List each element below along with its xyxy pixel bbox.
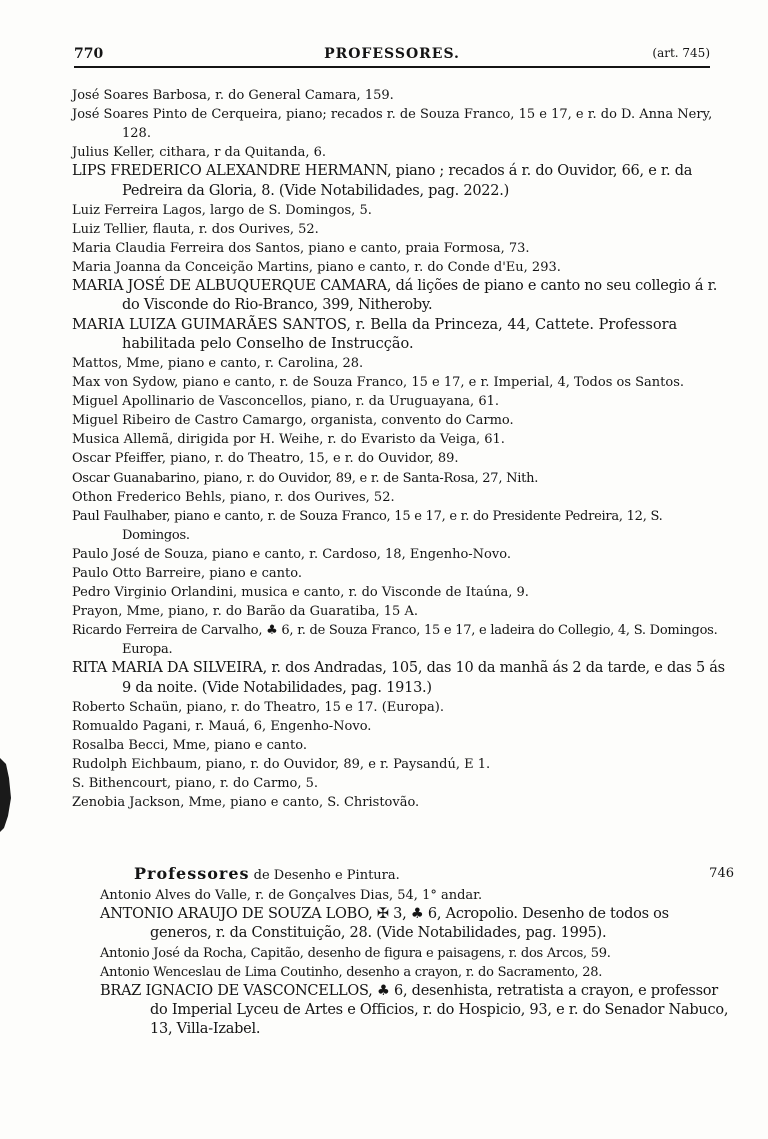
list-item: Roberto Schaün, piano, r. do Theatro, 15 e 17. (Europa). [72,699,444,715]
entry-list [72,86,732,812]
list-item: Othon Frederico Behls, piano, r. dos Ourives, 52. [72,489,395,505]
section-heading-rest: de Desenho e Pintura. [253,868,400,883]
list-item: S. Bithencourt, piano, r. do Carmo, 5. [72,776,319,792]
list-item: Paul Faulhaber, piano e canto, r. de Souza Franco, 15 e 17, e r. do Presidente Pedreira, 12, S. Domingos. [72,508,663,543]
list-item: MARIA JOSÉ DE ALBUQUERQUE CAMARA, dá lições de piano e canto no seu collegio á r. do Visconde do Rio-Branco, 399, Nitheroby. [72,278,718,314]
list-item: Mattos, Mme, piano e canto, r. Carolina, 28. [72,355,364,371]
list-item: ANTONIO ARAUJO DE SOUZA LOBO, ✠ 3, ♣ 6, Acropolio. Desenho de todos os generos, r. da Constituição, 28. (Vide Notabilidades, pag. 1995). [100,906,669,942]
list-item: MARIA LUIZA GUIMARÃES SANTOS, r. Bella da Princeza, 44, Cattete. Professora habilitada pelo Conselho de Instrucção. [72,316,678,352]
list-item: Max von Sydow, piano e canto, r. de Souza Franco, 15 e 17, e r. Imperial, 4, Todos os Santos. [72,375,685,391]
list-item: Pedro Virginio Orlandini, musica e canto, r. do Visconde de Itaúna, 9. [72,585,529,601]
list-item: Antonio Alves do Valle, r. de Gonçalves Dias, 54, 1° andar. [100,888,483,903]
list-item: Luiz Ferreira Lagos, largo de S. Domingos, 5. [72,202,372,218]
list-item: Paulo Otto Barreire, piano e canto. [72,566,302,581]
header-rule [74,66,710,68]
list-item: Rosalba Becci, Mme, piano e canto. [72,738,307,754]
list-item: Oscar Pfeiffer, piano, r. do Theatro, 15, e r. do Ouvidor, 89. [72,451,459,467]
list-item: BRAZ IGNACIO DE VASCONCELLOS, ♣ 6, desenhista, retratista a crayon, e professor do Imperial Lyceu de Artes e Officios, r. do Hospicio, 93, e r. do Senador Nabuco, 13, Villa-Izabel. [100,982,729,1038]
section-heading-word: Professores [134,864,250,883]
list-item: Zenobia Jackson, Mme, piano e canto, S. Christovão. [72,795,420,811]
list-item: Luiz Tellier, flauta, r. dos Ourives, 52. [72,221,319,237]
list-item: Miguel Apollinario de Vasconcellos, piano, r. da Uruguayana, 61. [72,394,500,410]
page-title: PROFESSORES. [324,46,460,62]
list-item: Prayon, Mme, piano, r. do Barão da Guaratiba, 15 A. [72,604,418,620]
page-number: 770 [74,46,104,62]
list-item: José Soares Barbosa, r. do General Camara, 159. [72,88,394,103]
list-item: LIPS FREDERICO ALEXANDRE HERMANN, piano ; recados á r. do Ouvidor, 66, e r. da Pedreira da Gloria, 8. (Vide Notabilidades, pag. 2022.) [72,163,693,199]
page-edge-mark [0,758,14,832]
list-item: José Soares Pinto de Cerqueira, piano; recados r. de Souza Franco, 15 e 17, e r. do D. Anna Nery, 128. [72,107,713,142]
list-item: Ricardo Ferreira de Carvalho, ♣ 6, r. de Souza Franco, 15 e 17, e ladeira do Collegio, 4, S. Domingos. Europa. [72,623,718,658]
list-item: Musica Allemã, dirigida por H. Weihe, r. do Evaristo da Veiga, 61. [72,432,505,448]
list-item: Romualdo Pagani, r. Mauá, 6, Engenho-Novo. [72,718,372,734]
list-item: Miguel Ribeiro de Castro Camargo, organista, convento do Carmo. [72,413,514,429]
list-item: Oscar Guanabarino, piano, r. do Ouvidor, 89, e r. de Santa-Rosa, 27, Nith. [72,470,539,486]
article-reference: (art. 745) [652,46,710,60]
list-item: Paulo José de Souza, piano e canto, r. Cardoso, 18, Engenho-Novo. [72,546,511,562]
section-heading [134,864,734,886]
list-item: Julius Keller, cithara, r da Quitanda, 6. [72,145,327,161]
list-item: Maria Joanna da Conceição Martins, piano e canto, r. do Conde d'Eu, 293. [72,260,561,276]
section-article-number: 746 [709,866,734,881]
list-item: Antonio Wenceslau de Lima Coutinho, desenho a crayon, r. do Sacramento, 28. [100,964,603,980]
list-item: Rudolph Eichbaum, piano, r. do Ouvidor, 89, e r. Paysandú, E 1. [72,757,491,773]
list-item: Antonio José da Rocha, Capitão, desenho de figura e paisagens, r. dos Arcos, 59. [100,945,611,961]
list-item: Maria Claudia Ferreira dos Santos, piano e canto, praia Formosa, 73. [72,240,530,256]
list-item: RITA MARIA DA SILVEIRA, r. dos Andradas, 105, das 10 da manhã ás 2 da tarde, e das 5 ás 9 da noite. (Vide Notabilidades, pag. 1913.) [72,660,725,696]
drawing-entry-list [100,886,732,1039]
